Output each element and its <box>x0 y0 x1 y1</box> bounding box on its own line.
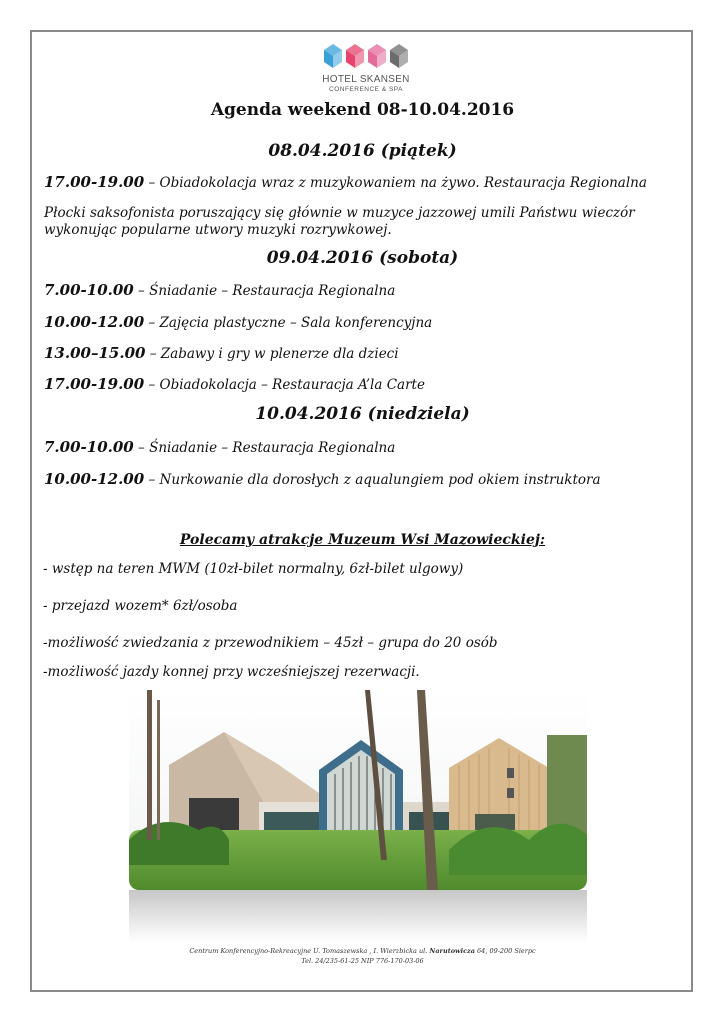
agenda-text: – Śniadanie – Restauracja Regionalna <box>133 283 396 299</box>
day-title-friday: 08.04.2016 (piątek) <box>268 141 457 161</box>
footer-contact: Tel. 24/235-61-25 NIP 776-170-03-06 <box>301 957 424 965</box>
agenda-time: 17.00-19.00 <box>44 375 145 393</box>
footer-street: Narutowicza <box>429 947 475 955</box>
museum-title: Polecamy atrakcje Muzeum Wsi Mazowieckiej: <box>179 532 546 548</box>
agenda-text: – Zabawy i gry w plenerze dla dzieci <box>145 346 399 362</box>
agenda-time: 13.00–15.00 <box>44 344 146 362</box>
agenda-text: – Obiadokolacja – Restauracja A’la Carte <box>144 377 425 393</box>
agenda-time: 7.00-10.00 <box>44 438 134 456</box>
agenda-item <box>44 173 647 191</box>
agenda-item <box>44 438 395 456</box>
agenda-item <box>44 470 601 488</box>
agenda-time: 10.00-12.00 <box>44 470 145 488</box>
agenda-item <box>44 281 395 299</box>
agenda-time: 7.00-10.00 <box>44 281 134 299</box>
footer-prefix: Centrum Konferencyjno-Rekreacyjne U. Tomaszewska , I. Wierzbicka ul. <box>189 947 430 955</box>
agenda-item <box>44 344 399 362</box>
logo-name: HOTEL SKANSEN <box>322 74 410 85</box>
day-title-saturday: 09.04.2016 (sobota) <box>266 248 459 268</box>
agenda-time: 17.00-19.00 <box>44 173 145 191</box>
agenda-text: – Obiadokolacja wraz z muzykowaniem na żywo. Restauracja Regionalna <box>144 175 647 191</box>
agenda-text: – Śniadanie – Restauracja Regionalna <box>133 440 396 456</box>
day-note: Płocki saksofonista poruszający się głównie w muzyce jazzowej umili Państwu wieczór wykonując popularne utwory muzyki rozrywkowej. <box>44 205 635 238</box>
agenda-text: – Nurkowanie dla dorosłych z aqualungiem pod okiem instruktora <box>144 472 601 488</box>
agenda-item <box>44 313 432 331</box>
museum-item: - przejazd wozem* 6zł/osoba <box>43 598 238 614</box>
agenda-text: – Zajęcia plastyczne – Sala konferencyjna <box>144 315 433 331</box>
photo-reflection <box>129 890 587 942</box>
agenda-time: 10.00-12.00 <box>44 313 145 331</box>
logo-subname: CONFERENCE & SPA <box>329 86 403 93</box>
museum-item: -możliwość zwiedzania z przewodnikiem – 45zł – grupa do 20 osób <box>43 635 498 651</box>
footer-address <box>0 947 725 955</box>
day-title-sunday: 10.04.2016 (niedziela) <box>255 404 470 424</box>
hotel-photo <box>129 690 587 890</box>
museum-item: - wstęp na teren MWM (10zł-bilet normalny, 6zł-bilet ulgowy) <box>43 561 464 577</box>
page-title: Agenda weekend 08-10.04.2016 <box>210 100 515 120</box>
museum-item: -możliwość jazdy konnej przy wcześniejszej rezerwacji. <box>43 664 420 680</box>
footer-suffix: 64, 09-200 Sierpc <box>474 947 536 955</box>
logo-text <box>316 74 416 93</box>
agenda-item <box>44 375 425 393</box>
